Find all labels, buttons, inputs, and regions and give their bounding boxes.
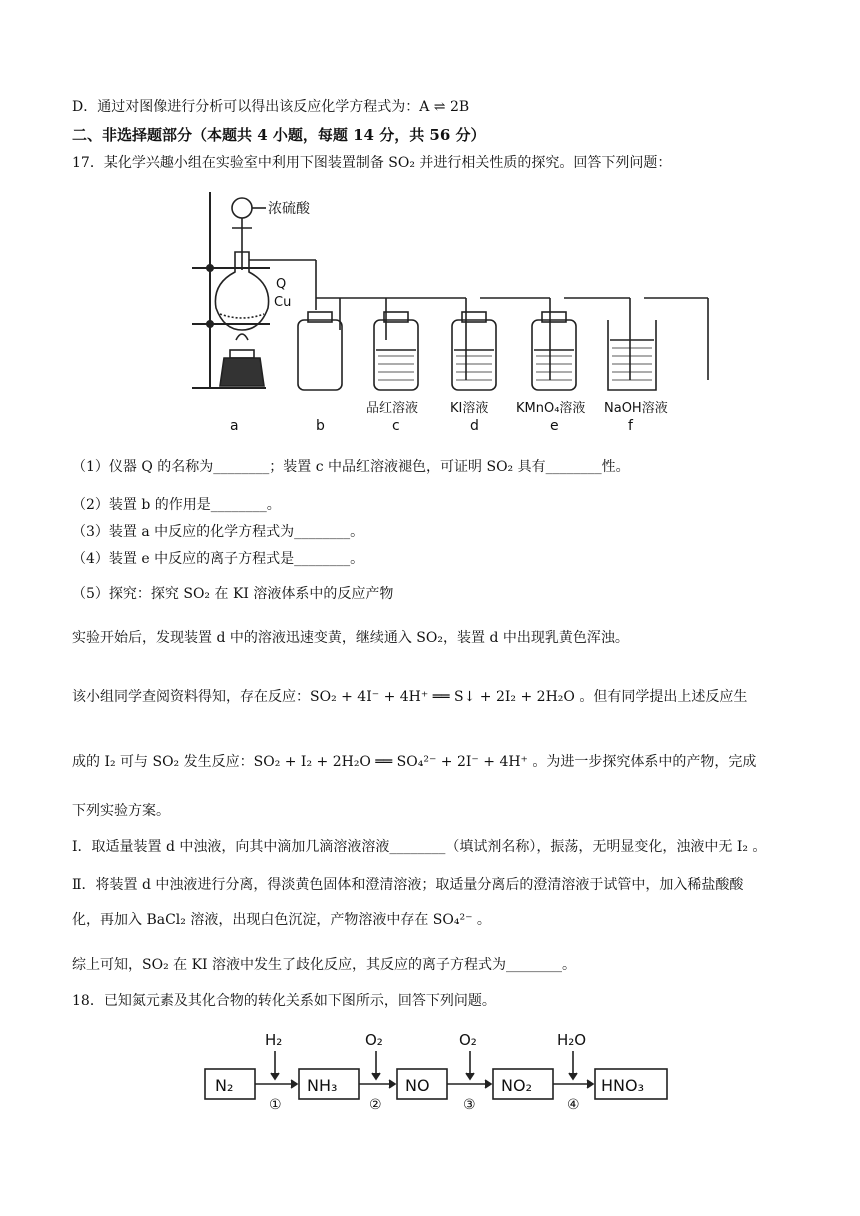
letter-f: f [628, 418, 633, 434]
solution-label-d: KI溶液 [450, 401, 489, 416]
paragraph-5: Ⅰ．取适量装置 d 中浊液，向其中滴加几滴溶液溶液________（填试剂名称），振荡，无明显变化，浊液中无 I₂ 。 [72, 839, 767, 855]
letter-d: d [470, 418, 479, 434]
apparatus-diagram [180, 180, 740, 440]
beaker-f [608, 320, 656, 390]
paragraph-3: 成的 I₂ 可与 SO₂ 发生反应：SO₂ + I₂ + 2H₂O ══ SO₄²⁻ + 2I⁻ + 4H⁺ 。为进一步探究体系中的产物，完成 [72, 754, 757, 770]
step-3: ③ [463, 1097, 476, 1113]
question-17-part-1: （1）仪器 Q 的名称为________；装置 c 中品红溶液褪色，可证明 SO₂ 具有________性。 [72, 459, 630, 475]
flask-label: Q [276, 277, 287, 292]
paragraph-6: Ⅱ．将装置 d 中浊液进行分离，得淡黄色固体和澄清溶液；取适量分离后的澄清溶液于试管中，加入稀盐酸酸 [72, 877, 744, 893]
question-17-stem: 17．某化学兴趣小组在实验室中利用下图装置制备 SO₂ 并进行相关性质的探究。回答下列问题： [72, 155, 672, 171]
solution-label-e: KMnO₄溶液 [516, 401, 586, 416]
paragraph-1: 实验开始后，发现装置 d 中的溶液迅速变黄，继续通入 SO₂，装置 d 中出现乳黄色浑浊。 [72, 630, 629, 646]
box-hno3-label: HNO₃ [601, 1076, 645, 1095]
box-no-label: NO [405, 1076, 430, 1095]
bottle-b [298, 312, 342, 390]
question-17-part-3: （3）装置 a 中反应的化学方程式为________。 [72, 524, 365, 540]
option-d: D．通过对图像进行分析可以得出该反应化学方程式为：A ⇌ 2B [72, 99, 470, 115]
question-17-part-4: （4）装置 e 中反应的离子方程式是________。 [72, 551, 365, 567]
question-17-part-5: （5）探究：探究 SO₂ 在 KI 溶液体系中的反应产物 [72, 586, 394, 602]
bottle-e [532, 312, 576, 390]
question-17-part-2: （2）装置 b 的作用是________。 [72, 497, 281, 513]
paragraph-7: 化，再加入 BaCl₂ 溶液，出现白色沉淀，产物溶液中存在 SO₄²⁻ 。 [72, 912, 491, 928]
bottle-d [452, 312, 496, 390]
letter-a: a [230, 418, 239, 434]
question-18-stem: 18．已知氮元素及其化合物的转化关系如下图所示，回答下列问题。 [72, 993, 496, 1009]
step-1: ① [269, 1097, 282, 1113]
paragraph-4: 下列实验方案。 [72, 803, 170, 819]
reagent-o2-1: O₂ [365, 1031, 383, 1049]
acid-label: 浓硫酸 [268, 201, 310, 217]
box-nh3-label: NH₃ [307, 1076, 338, 1095]
letter-b: b [316, 418, 325, 434]
step-4: ④ [567, 1097, 580, 1113]
solution-label-f: NaOH溶液 [604, 401, 668, 416]
box-no2-label: NO₂ [501, 1076, 532, 1095]
reagent-o2-2: O₂ [459, 1031, 477, 1049]
section-heading: 二、非选择题部分（本题共 4 小题，每题 14 分，共 56 分） [72, 126, 486, 144]
alcohol-lamp [220, 334, 264, 386]
cu-label: Cu [274, 295, 292, 310]
box-n2-label: N₂ [215, 1076, 234, 1095]
reagent-h2: H₂ [265, 1031, 283, 1049]
paragraph-2: 该小组同学查阅资料得知，存在反应：SO₂ + 4I⁻ + 4H⁺ ══ S↓ + 2I₂ + 2H₂O 。但有同学提出上述反应生 [72, 689, 748, 705]
letter-c: c [392, 418, 400, 434]
flask-q [215, 252, 316, 330]
paragraph-8: 综上可知，SO₂ 在 KI 溶液中发生了歧化反应，其反应的离子方程式为________。 [72, 957, 577, 973]
letter-e: e [550, 418, 559, 434]
nitrogen-chain-diagram [195, 1025, 685, 1115]
reagent-h2o: H₂O [557, 1031, 587, 1049]
step-2: ② [369, 1097, 382, 1113]
bottle-c [374, 312, 418, 390]
solution-label-c: 品红溶液 [366, 401, 419, 416]
